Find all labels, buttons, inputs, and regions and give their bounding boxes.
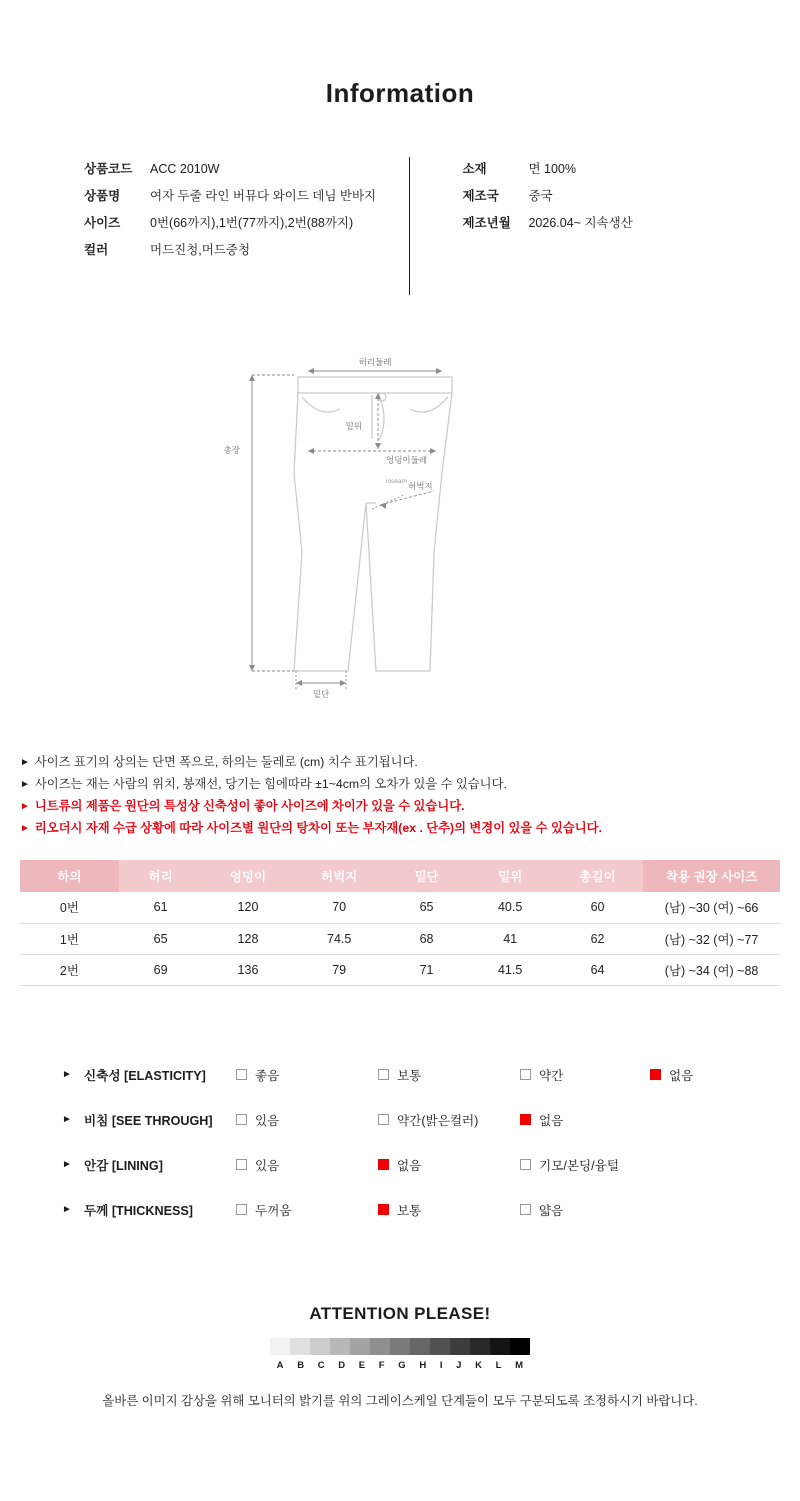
attribute-label: 두께 [THICKNESS]: [84, 1203, 193, 1218]
product-info-right-column: [410, 161, 760, 295]
grayscale-label: B: [297, 1359, 305, 1371]
checkbox-unchecked-icon[interactable]: [520, 1204, 531, 1215]
size-table-container: [20, 860, 780, 986]
info-value: 여자 두줄 라인 버뮤다 와이드 데님 반바지: [150, 189, 377, 203]
attribute-option[interactable]: [236, 1155, 378, 1174]
table-cell: 65: [385, 892, 469, 923]
table-cell: 60: [552, 892, 643, 923]
table-cell: 0번: [20, 892, 119, 923]
info-label: 컬러: [84, 243, 109, 257]
size-table-header-cell: 허리: [119, 860, 203, 892]
attribute-option[interactable]: [378, 1110, 520, 1129]
checkbox-unchecked-icon[interactable]: [236, 1114, 247, 1125]
attribute-row-elasticity: [0, 1052, 800, 1097]
attribute-option[interactable]: [520, 1155, 650, 1174]
grayscale-label: C: [317, 1359, 325, 1371]
size-table-header-cell: 허벅지: [294, 860, 385, 892]
attribute-option[interactable]: [520, 1200, 650, 1219]
triangle-right-icon: ►: [62, 1203, 72, 1215]
info-row: [462, 215, 760, 231]
info-row: [84, 188, 409, 204]
attribute-option-selected[interactable]: [520, 1110, 650, 1129]
attribute-option-selected[interactable]: [650, 1065, 693, 1084]
option-label: 없음: [397, 1158, 422, 1173]
checkbox-unchecked-icon[interactable]: [378, 1114, 389, 1125]
size-table-header-cell: 하의: [20, 860, 119, 892]
info-label: 소재: [462, 162, 487, 176]
note-item: [20, 775, 800, 794]
triangle-right-icon: ►: [20, 757, 30, 768]
triangle-right-icon: ►: [62, 1158, 72, 1170]
grayscale-label: J: [456, 1359, 462, 1371]
option-label: 기모/본딩/융털: [539, 1158, 619, 1173]
checkbox-unchecked-icon[interactable]: [236, 1159, 247, 1170]
checkbox-unchecked-icon[interactable]: [520, 1159, 531, 1170]
table-cell: (남) ~32 (여) ~77: [643, 923, 780, 954]
size-notes: [20, 753, 800, 838]
grayscale-swatch-g: [390, 1338, 410, 1355]
measurement-diagram: [0, 353, 800, 713]
table-cell: 64: [552, 954, 643, 985]
option-label: 있음: [255, 1113, 280, 1128]
attribute-label: 비침 [SEE THROUGH]: [84, 1113, 213, 1128]
pants-measurement-illustration: [190, 353, 610, 713]
page-title: Information: [325, 78, 475, 108]
triangle-right-icon: ►: [62, 1113, 72, 1125]
table-cell: 71: [385, 954, 469, 985]
option-label: 얇음: [539, 1203, 564, 1218]
info-label: 제조년월: [462, 216, 511, 230]
info-value: ACC 2010W: [150, 162, 220, 176]
diagram-label-waist: 허리둘레: [358, 357, 392, 367]
grayscale-swatch-h: [410, 1338, 430, 1355]
grayscale-label: A: [276, 1359, 284, 1371]
diagram-label-inseam: inseam: [386, 478, 407, 485]
grayscale-swatch-f: [370, 1338, 390, 1355]
diagram-label-thigh: 허벅지: [408, 481, 433, 491]
size-table-header-row: [20, 860, 780, 892]
note-text: 사이즈는 재는 사람의 위치, 봉재선, 당기는 힘에따라 ±1~4cm의 오차가 있을 수 있습니다.: [34, 777, 507, 791]
info-label: 상품코드: [84, 162, 133, 176]
grayscale-swatch-d: [330, 1338, 350, 1355]
grayscale-label: K: [475, 1359, 483, 1371]
info-value: 중국: [528, 189, 553, 203]
grayscale-swatch-c: [310, 1338, 330, 1355]
size-table-header-cell: 엉덩이: [202, 860, 293, 892]
table-cell: 68: [385, 923, 469, 954]
grayscale-swatch-i: [430, 1338, 450, 1355]
info-value: 2026.04~ 지속생산: [528, 216, 633, 230]
checkbox-checked-icon[interactable]: [378, 1159, 389, 1170]
checkbox-checked-icon[interactable]: [378, 1204, 389, 1215]
triangle-right-icon: ►: [62, 1068, 72, 1080]
table-cell: 136: [202, 954, 293, 985]
info-label: 사이즈: [84, 216, 121, 230]
info-row: [84, 242, 409, 258]
option-label: 보통: [397, 1203, 422, 1218]
grayscale-swatch-j: [450, 1338, 470, 1355]
grayscale-label: G: [398, 1359, 406, 1371]
info-row: [462, 188, 760, 204]
option-label: 좋음: [255, 1068, 280, 1083]
table-cell: 70: [294, 892, 385, 923]
attribute-option[interactable]: [236, 1110, 378, 1129]
option-label: 약간(밝은컬러): [397, 1113, 479, 1128]
triangle-right-icon: ►: [20, 801, 30, 812]
diagram-label-hip: 엉덩이둘레: [386, 455, 428, 465]
table-cell: 120: [202, 892, 293, 923]
info-label: 제조국: [462, 189, 499, 203]
grayscale-label: I: [439, 1359, 443, 1371]
diagram-label-total: 총장: [223, 445, 240, 455]
table-cell: 74.5: [294, 923, 385, 954]
info-label: 상품명: [84, 189, 121, 203]
note-text: 리오더시 자재 수급 상황에 따라 사이즈별 원단의 탕차이 또는 부자재(ex . 단추)의 변경이 있을 수 있습니다.: [34, 821, 602, 835]
attribute-row-see-through: [0, 1097, 800, 1142]
table-cell: 1번: [20, 923, 119, 954]
attention-title: ATTENTION PLEASE!: [309, 1303, 491, 1323]
option-label: 없음: [539, 1113, 564, 1128]
grayscale-swatch-a: [270, 1338, 290, 1355]
attribute-option-selected[interactable]: [378, 1200, 520, 1219]
product-info-section: [0, 161, 800, 295]
size-table: [20, 860, 780, 986]
grayscale-label: H: [419, 1359, 427, 1371]
attribute-option[interactable]: [236, 1065, 378, 1084]
fabric-attributes-section: [0, 1052, 800, 1232]
table-cell: 128: [202, 923, 293, 954]
table-row: [20, 892, 780, 923]
grayscale-label: L: [495, 1359, 502, 1371]
table-cell: 65: [119, 923, 203, 954]
size-table-header-cell: 착용 권장 사이즈: [643, 860, 780, 892]
attribute-row-thickness: [0, 1187, 800, 1232]
table-cell: 69: [119, 954, 203, 985]
product-info-left-column: [40, 161, 409, 295]
diagram-label-hem: 밑단: [312, 689, 330, 699]
checkbox-checked-icon[interactable]: [520, 1114, 531, 1125]
table-cell: 2번: [20, 954, 119, 985]
attribute-option[interactable]: [520, 1065, 650, 1084]
note-item: [20, 819, 800, 838]
attention-note: 올바른 이미지 감상을 위해 모니터의 밝기를 위의 그레이스케일 단계들이 모두 구분되도록 조정하시기 바랍니다.: [102, 1393, 698, 1408]
grayscale-swatch-k: [470, 1338, 490, 1355]
note-text: 니트류의 제품은 원단의 특성상 신축성이 좋아 사이즈에 차이가 있을 수 있습니다.: [34, 799, 465, 813]
option-label: 약간: [539, 1068, 564, 1083]
note-item: [20, 753, 800, 772]
attribute-option[interactable]: [378, 1065, 520, 1084]
grayscale-bar: [270, 1338, 530, 1355]
table-row: [20, 954, 780, 985]
note-item: [20, 797, 800, 816]
grayscale-label: D: [338, 1359, 346, 1371]
attribute-row-lining: [0, 1142, 800, 1187]
table-cell: 40.5: [468, 892, 552, 923]
info-row: [84, 215, 409, 231]
size-table-header-cell: 밑단: [385, 860, 469, 892]
checkbox-unchecked-icon[interactable]: [236, 1069, 247, 1080]
checkbox-unchecked-icon[interactable]: [520, 1069, 531, 1080]
grayscale-swatch-l: [490, 1338, 510, 1355]
attribute-label: 신축성 [ELASTICITY]: [84, 1068, 206, 1083]
table-cell: 41: [468, 923, 552, 954]
grayscale-swatch-m: [510, 1338, 530, 1355]
table-cell: 62: [552, 923, 643, 954]
note-text: 사이즈 표기의 상의는 단면 폭으로, 하의는 둘레로 (cm) 치수 표기됩니다.: [34, 755, 418, 769]
grayscale-label: F: [378, 1359, 385, 1371]
info-row: [84, 161, 409, 177]
table-cell: (남) ~30 (여) ~66: [643, 892, 780, 923]
attribute-label: 안감 [LINING]: [84, 1158, 163, 1173]
diagram-label-rise: 밑위: [345, 421, 362, 431]
attention-section: [0, 1304, 800, 1409]
info-row: [462, 161, 760, 177]
table-cell: (남) ~34 (여) ~88: [643, 954, 780, 985]
grayscale-label: E: [358, 1359, 366, 1371]
option-label: 두꺼움: [255, 1203, 292, 1218]
info-value: 머드진청,머드중청: [150, 243, 251, 257]
triangle-right-icon: ►: [20, 779, 30, 790]
size-table-header-cell: 총길이: [552, 860, 643, 892]
grayscale-swatch-b: [290, 1338, 310, 1355]
table-cell: 41.5: [468, 954, 552, 985]
table-cell: 79: [294, 954, 385, 985]
size-table-header-cell: 밑위: [468, 860, 552, 892]
checkbox-checked-icon[interactable]: [650, 1069, 661, 1080]
info-value: 0번(66까지),1번(77까지),2번(88까지): [150, 216, 354, 230]
grayscale-label: M: [515, 1359, 524, 1371]
option-label: 있음: [255, 1158, 280, 1173]
option-label: 없음: [669, 1068, 694, 1083]
grayscale-labels: [270, 1360, 530, 1371]
grayscale-swatch-e: [350, 1338, 370, 1355]
attribute-option[interactable]: [236, 1200, 378, 1219]
triangle-right-icon: ►: [20, 823, 30, 834]
attribute-option-selected[interactable]: [378, 1155, 520, 1174]
table-row: [20, 923, 780, 954]
option-label: 보통: [397, 1068, 422, 1083]
info-value: 면 100%: [528, 162, 577, 176]
table-cell: 61: [119, 892, 203, 923]
checkbox-unchecked-icon[interactable]: [236, 1204, 247, 1215]
checkbox-unchecked-icon[interactable]: [378, 1069, 389, 1080]
